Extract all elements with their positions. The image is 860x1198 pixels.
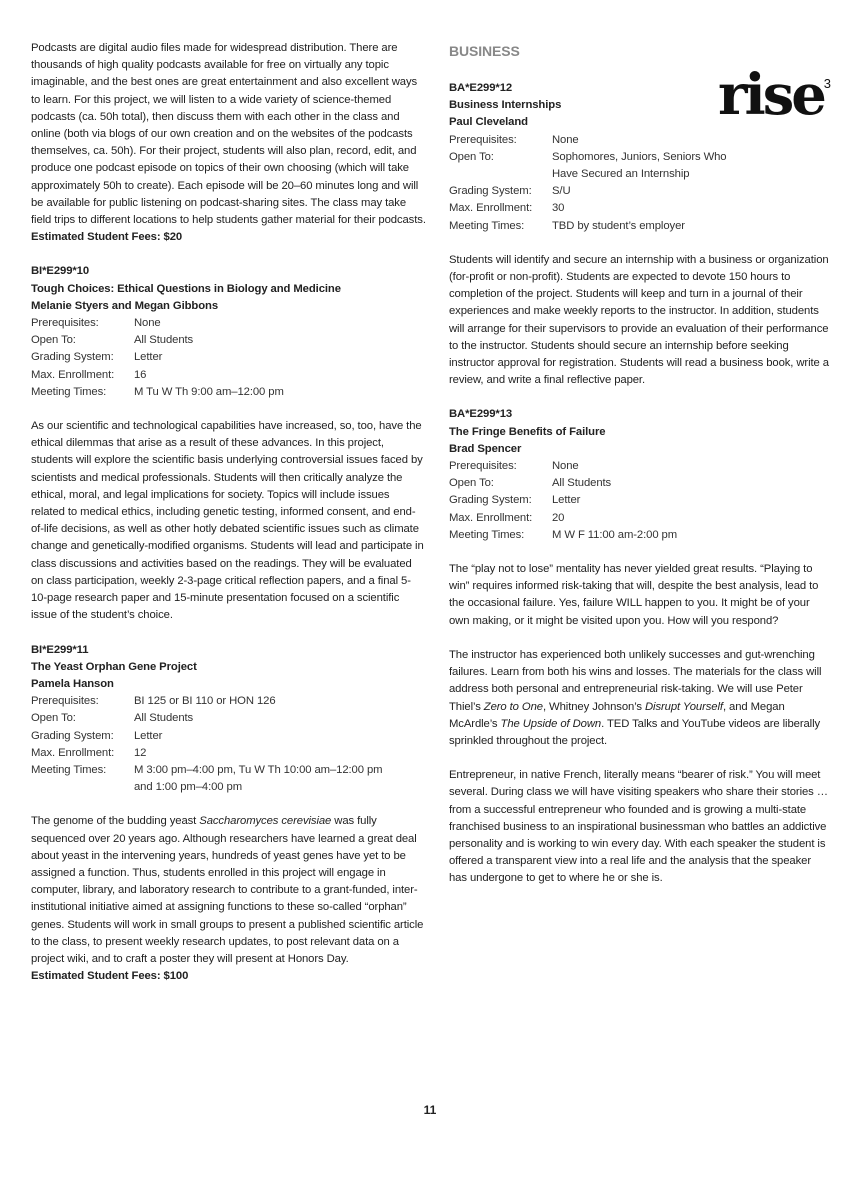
info-label: Open To: bbox=[449, 150, 494, 163]
course-info-table bbox=[31, 693, 404, 796]
course-code: BA*E299*13 bbox=[449, 408, 513, 421]
course-info-table bbox=[31, 315, 284, 401]
info-label: Meeting Times: bbox=[31, 763, 107, 776]
info-row bbox=[449, 527, 677, 544]
course-bi-e299-11 bbox=[31, 642, 426, 986]
book-title: Zero to One bbox=[483, 700, 543, 713]
info-value: M Tu W Th 9:00 am–12:00 pm bbox=[134, 385, 284, 398]
page-number: 11 bbox=[423, 1103, 437, 1117]
left-column bbox=[31, 40, 426, 985]
info-row bbox=[449, 458, 677, 475]
course-ba-e299-12 bbox=[449, 80, 831, 389]
info-value: Letter bbox=[552, 494, 581, 507]
info-label: Max. Enrollment: bbox=[31, 746, 115, 759]
info-row bbox=[31, 745, 404, 762]
info-row bbox=[31, 728, 404, 745]
course-title: Tough Choices: Ethical Questions in Biology and Medicine bbox=[31, 282, 341, 295]
info-label: Open To: bbox=[31, 334, 76, 347]
species-name: Saccharomyces cerevisiae bbox=[199, 815, 332, 828]
course-instructor: Pamela Hanson bbox=[31, 677, 114, 690]
info-value: BI 125 or BI 110 or HON 126 bbox=[134, 695, 276, 708]
course-instructor: Brad Spencer bbox=[449, 442, 522, 455]
info-value: M 3:00 pm–4:00 pm, Tu W Th 10:00 am–12:00 pm and 1:00 pm–4:00 pm bbox=[134, 763, 383, 794]
info-row bbox=[449, 510, 677, 527]
info-value: None bbox=[134, 317, 161, 330]
logo-text: rise bbox=[718, 62, 824, 128]
info-row bbox=[31, 315, 284, 332]
info-value: Sophomores, Juniors, Seniors Who Have Secured an Internship bbox=[552, 150, 727, 181]
info-row bbox=[449, 132, 737, 149]
course-instructor: Paul Cleveland bbox=[449, 116, 528, 129]
info-label: Max. Enrollment: bbox=[449, 202, 533, 215]
course-instructor: Melanie Styers and Megan Gibbons bbox=[31, 299, 219, 312]
info-label: Prerequisites: bbox=[31, 317, 99, 330]
info-label: Prerequisites: bbox=[31, 695, 99, 708]
info-label: Max. Enrollment: bbox=[31, 368, 115, 381]
course-code: BI*E299*11 bbox=[31, 643, 89, 656]
course-description: As our scientific and technological capabilities have increased, so, too, have the ethical dilemmas that arise as a result of these advances. In this project, students will explore the scientific basis underlying controversial issues faced by scientists and medical professionals. Students will then critically analyze the ethical, moral, and legal implications for society. Topics will include issues related to medical ethics, including genetic testing, informed consent, and end-of-life decisions, as well as other hotly debated scientific issues such as climate change and genetically-modified organisms. Students will lead and participate in class discussions and activities based on the readings. They will be evaluated on class participation, weekly 2-3-page critical reflection papers, and a final 5-10-page research paper and 15-minute presentation focused on a scientific issue of the student’s choice. bbox=[31, 420, 424, 622]
course-info-table bbox=[449, 458, 677, 544]
para-text: , Whitney Johnson’s bbox=[542, 700, 645, 713]
course-bi-e299-10 bbox=[31, 263, 426, 624]
info-value: Letter bbox=[134, 729, 163, 742]
podcast-description: Podcasts are digital audio files made for widespread distribution. There are thousands of high quality podcasts available for free on virtually any topic imaginable, and the best ones are great entertainment and also excellent ways to learn. For this project, we will listen to a wide variety of science-themed podcasts (ca. 50h total), then discuss them with each other in the class and online (both via blogs of our own creation and on the websites of the podcasts themselves, ca. 50h). For their project, students will also plan, record, edit, and produce one podcast episode on topics of their own choosing (which will take approximately 50h to create). Each episode will be 20–60 minutes long and will be available for public listening on podcast-sharing sites. The class may take field trips to different locations to help students gather material for their podcasts. bbox=[31, 42, 426, 227]
section-heading: BUSINESS bbox=[449, 43, 520, 59]
info-value: 12 bbox=[134, 746, 147, 759]
course-title: The Fringe Benefits of Failure bbox=[449, 425, 606, 438]
desc-text: The genome of the budding yeast bbox=[31, 815, 200, 828]
info-value: 30 bbox=[552, 202, 565, 215]
info-label: Grading System: bbox=[31, 351, 114, 364]
course-description bbox=[31, 813, 426, 968]
course-fees: Estimated Student Fees: $100 bbox=[31, 970, 189, 983]
info-value: None bbox=[552, 133, 579, 146]
course-paragraph: Entrepreneur, in native French, literally means “bearer of risk.” You will meet several. During class we will have visiting speakers who share their stories … from a successful entrepreneur who founded and is growing a multi-state franchised business to an inspirational businessman who battles an addictive personality and is working to win every day. With each speaker the student is offered a transparent view into a real life and the analysis that the speaker has undergone to get to where he or she is. bbox=[449, 769, 828, 885]
info-row bbox=[449, 183, 737, 200]
info-value: None bbox=[552, 460, 579, 473]
info-label: Meeting Times: bbox=[449, 528, 525, 541]
right-column bbox=[449, 40, 831, 888]
info-label: Grading System: bbox=[449, 494, 532, 507]
course-code: BA*E299*12 bbox=[449, 82, 513, 94]
info-row bbox=[449, 149, 737, 183]
info-value: All Students bbox=[134, 712, 194, 725]
book-title: The Upside of Down bbox=[500, 717, 602, 730]
info-label: Prerequisites: bbox=[449, 133, 517, 146]
info-label: Meeting Times: bbox=[449, 219, 525, 232]
info-value: All Students bbox=[552, 477, 612, 490]
info-label: Grading System: bbox=[449, 185, 532, 198]
course-code: BI*E299*10 bbox=[31, 265, 90, 278]
info-row bbox=[449, 218, 737, 235]
info-value: S/U bbox=[552, 185, 571, 198]
info-label: Prerequisites: bbox=[449, 460, 517, 473]
info-label: Open To: bbox=[449, 477, 494, 490]
info-value: TBD by student’s employer bbox=[552, 219, 685, 232]
logo-superscript: 3 bbox=[823, 76, 831, 91]
info-value: 20 bbox=[552, 511, 565, 524]
course-paragraph bbox=[449, 647, 831, 750]
course-title: Business Internships bbox=[449, 99, 562, 112]
course-info-table bbox=[449, 132, 737, 235]
book-title: Disrupt Yourself bbox=[645, 700, 723, 713]
info-label: Meeting Times: bbox=[31, 385, 107, 398]
info-row bbox=[449, 492, 677, 509]
info-value: All Students bbox=[134, 334, 194, 347]
info-label: Open To: bbox=[31, 712, 76, 725]
para-text: , and Megan McArdle’s bbox=[449, 700, 785, 730]
info-row bbox=[449, 475, 677, 492]
info-row bbox=[31, 710, 404, 727]
info-value: 16 bbox=[134, 368, 147, 381]
info-label: Grading System: bbox=[31, 729, 114, 742]
desc-text: was fully sequenced over 20 years ago. Although researchers have learned a great deal about yeast in the intervening years, hundreds of yeast genes have yet to be assigned a function. Thus, students enrolled in this project will engage in computer, library, and laboratory research to contribute to a grant-funded, inter-institutional initiative aimed at assigning functions to these so-called “orphan” genes. Students will work in small groups to present a published scientific article to the class, to present weekly research updates, to post relevant data on a project wiki, and to craft a poster they will present at Honors Day. bbox=[31, 815, 424, 965]
para-text: The instructor has experienced both unlikely successes and gut-wrenching failures. Learn from both his wins and losses. The materials for the class will address both personal and entrepreneurial risk-taking. We will use Peter Thiel’s bbox=[449, 648, 822, 713]
info-row bbox=[31, 367, 284, 384]
info-row bbox=[31, 384, 284, 401]
para-text: . TED Talks and YouTube videos are liberally sprinkled throughout the project. bbox=[449, 717, 821, 747]
info-label: Max. Enrollment: bbox=[449, 511, 533, 524]
course-paragraph: The “play not to lose” mentality has never yielded great results. “Playing to win” requires informed risk-taking that will, despite the best analysis, lead to the occasional failure. Yes, failure WILL happen to you. It might be of your own making, or it might be visited upon you. How will you respond? bbox=[449, 563, 819, 627]
podcast-fees: Estimated Student Fees: $20 bbox=[31, 231, 183, 244]
info-row bbox=[31, 349, 284, 366]
course-ba-e299-13 bbox=[449, 406, 831, 887]
course-title: The Yeast Orphan Gene Project bbox=[31, 660, 197, 673]
info-value: Letter bbox=[134, 351, 163, 364]
info-row bbox=[31, 332, 284, 349]
info-row bbox=[31, 762, 404, 796]
info-row bbox=[31, 693, 404, 710]
info-row bbox=[449, 200, 737, 217]
course-description: Students will identify and secure an internship with a business or organization (for-profit or non-profit). Students are expected to devote 150 hours to completion of the project. Students will keep and turn in a journal of their experiences and make weekly reports to the instructor. In addition, students will arrange for their supervisors to provide an evaluation of their performance to the instructor. Students should secure an internship before seeking instructor approval for registration. Students will read a business book, write a review, and write a final reflective paper. bbox=[449, 253, 829, 387]
info-value: M W F 11:00 am-2:00 pm bbox=[552, 528, 678, 541]
